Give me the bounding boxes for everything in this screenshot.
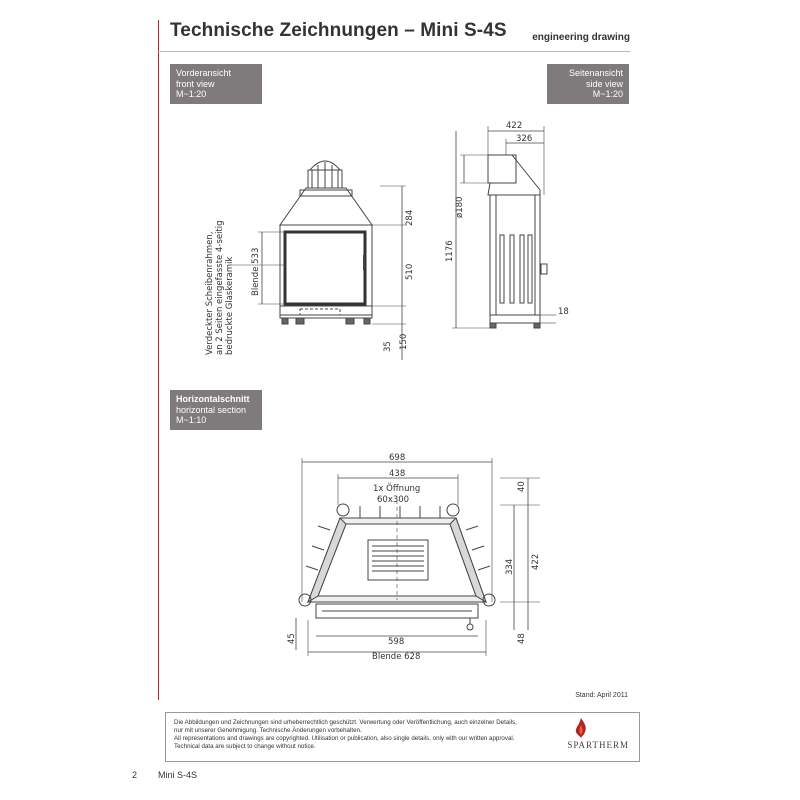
horizontal-section-scale: M~1:10 <box>176 415 207 425</box>
side-dim-18: 18 <box>558 307 569 317</box>
page-product-name: Mini S-4S <box>158 770 198 780</box>
copyright-text <box>174 719 554 751</box>
hs-dim-698: 698 <box>389 453 406 463</box>
hs-dim-628: Blende 628 <box>372 652 421 662</box>
page-title: Technische Zeichnungen – Mini S-4S <box>170 20 507 41</box>
side-dim-422: 422 <box>506 121 523 131</box>
copyright-line-2: nur mit unserer Genehmigung. Technische Änderungen vorbehalten. <box>174 727 362 734</box>
page-number: 2 <box>132 770 138 780</box>
copyright-footer <box>165 712 640 762</box>
front-dim-150: 150 <box>399 333 409 350</box>
copyright-line-3: All representations and drawings are copyrighted. Utilisation or publication, also single details, only with our written approval. <box>174 735 515 742</box>
hs-opening-2: 60x300 <box>377 495 410 505</box>
horizontal-section-label-de: Horizontalschnitt <box>176 394 250 404</box>
brand-logo-text: SPARTHERM <box>567 740 629 750</box>
front-view-label-de: Vorderansicht <box>176 68 232 78</box>
front-note-3: bedruckte Glaskeramik <box>225 256 235 355</box>
hs-dim-334: 334 <box>505 558 515 575</box>
side-view-drawing <box>452 126 556 328</box>
front-dim-284: 284 <box>405 209 415 226</box>
side-view-label-en: side view <box>585 78 623 89</box>
side-dim-326: 326 <box>516 134 533 144</box>
hs-dim-598: 598 <box>388 637 405 647</box>
side-view-label-de: Seitenansicht <box>568 68 623 78</box>
side-view-scale: M~1:20 <box>592 89 623 99</box>
revision-date: Stand: April 2011 <box>575 692 628 699</box>
front-note-1: Verdeckter Scheibenrahmen, <box>205 231 215 355</box>
front-dim-blende: Blende 533 <box>251 247 261 296</box>
hs-dim-48: 48 <box>517 633 527 644</box>
side-dim-1176: 1176 <box>445 240 455 262</box>
front-dim-510: 510 <box>405 263 415 280</box>
front-note-2: an 2 Seiten eingefasste 4-seitig <box>215 220 225 355</box>
copyright-line-4: Technical data are subject to change without notice. <box>174 743 316 750</box>
page-subtitle: engineering drawing <box>532 32 630 43</box>
front-view-label-en: front view <box>176 78 215 89</box>
front-view-scale: M~1:20 <box>176 89 207 99</box>
front-dim-35: 35 <box>383 341 393 352</box>
flame-logo-icon <box>573 717 589 739</box>
hs-dim-40: 40 <box>517 481 527 492</box>
side-dim-180: ø180 <box>455 196 465 218</box>
hs-dim-438: 438 <box>389 469 406 479</box>
horizontal-section-label-en: horizontal section <box>176 404 247 415</box>
hs-opening-1: 1x Öffnung <box>373 484 421 494</box>
copyright-line-1: Die Abbildungen und Zeichnungen sind urheberrechtlich geschützt. Verwertung oder Veröffentlichung, auch einzelner Details, <box>174 719 517 726</box>
hs-dim-45: 45 <box>287 633 297 644</box>
hs-dim-422: 422 <box>531 553 541 570</box>
